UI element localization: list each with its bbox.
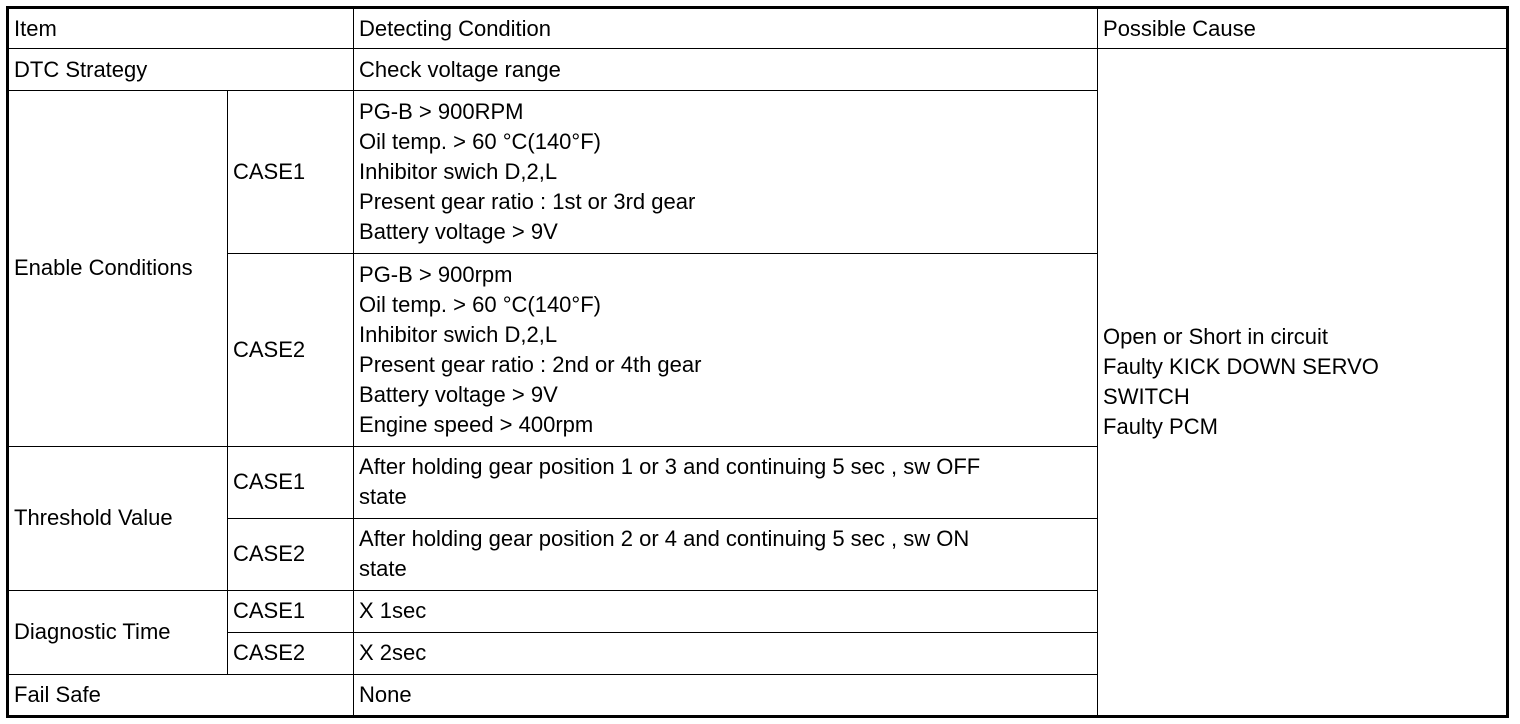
- dtc-strategy-row: [8, 49, 1508, 91]
- possible-cause-line: Faulty KICK DOWN SERVO: [1103, 354, 1379, 380]
- possible-cause-line: Faulty PCM: [1103, 414, 1218, 440]
- diagnostic-case1-value: X 1sec: [354, 590, 1098, 632]
- threshold-case1-condition: [354, 446, 1098, 518]
- condition-line: Battery voltage > 9V: [359, 219, 558, 245]
- header-row: [8, 8, 1508, 49]
- enable-case2-label: CASE2: [228, 254, 354, 446]
- header-item: Item: [8, 8, 354, 49]
- condition-line: Present gear ratio : 2nd or 4th gear: [359, 351, 702, 377]
- enable-case1-conditions: [354, 91, 1098, 254]
- diagnostic-time-label: Diagnostic Time: [8, 590, 228, 674]
- possible-cause-line: SWITCH: [1103, 384, 1190, 410]
- diagnostic-case2-value: X 2sec: [354, 632, 1098, 674]
- condition-line: PG-B > 900RPM: [359, 99, 524, 125]
- condition-line: state: [359, 484, 407, 510]
- condition-line: Oil temp. > 60 °C(140°F): [359, 291, 601, 317]
- dtc-strategy-label: DTC Strategy: [8, 49, 354, 91]
- possible-cause-line: Open or Short in circuit: [1103, 324, 1328, 350]
- dtc-spec-table: [6, 6, 1509, 718]
- threshold-case1-label: CASE1: [228, 446, 354, 518]
- condition-line: After holding gear position 1 or 3 and continuing 5 sec , sw OFF: [359, 454, 981, 480]
- condition-line: After holding gear position 2 or 4 and continuing 5 sec , sw ON: [359, 526, 970, 552]
- threshold-case2-condition: [354, 518, 1098, 590]
- fail-safe-label: Fail Safe: [8, 674, 354, 716]
- condition-line: PG-B > 900rpm: [359, 261, 513, 287]
- header-condition: Detecting Condition: [354, 8, 1098, 49]
- condition-line: Present gear ratio : 1st or 3rd gear: [359, 189, 696, 215]
- fail-safe-value: None: [354, 674, 1098, 716]
- condition-line: Oil temp. > 60 °C(140°F): [359, 129, 601, 155]
- enable-case2-conditions: [354, 254, 1098, 446]
- dtc-strategy-condition: Check voltage range: [354, 49, 1098, 91]
- condition-line: Battery voltage > 9V: [359, 381, 558, 407]
- enable-conditions-label: Enable Conditions: [8, 91, 228, 446]
- enable-case1-label: CASE1: [228, 91, 354, 254]
- threshold-case2-label: CASE2: [228, 518, 354, 590]
- condition-line: Inhibitor swich D,2,L: [359, 321, 558, 347]
- condition-line: state: [359, 556, 407, 582]
- header-cause: Possible Cause: [1098, 8, 1508, 49]
- diagnostic-case1-label: CASE1: [228, 590, 354, 632]
- condition-line: Engine speed > 400rpm: [359, 411, 594, 437]
- threshold-value-label: Threshold Value: [8, 446, 228, 590]
- possible-cause-cell: [1098, 49, 1508, 717]
- condition-line: Inhibitor swich D,2,L: [359, 159, 558, 185]
- diagnostic-case2-label: CASE2: [228, 632, 354, 674]
